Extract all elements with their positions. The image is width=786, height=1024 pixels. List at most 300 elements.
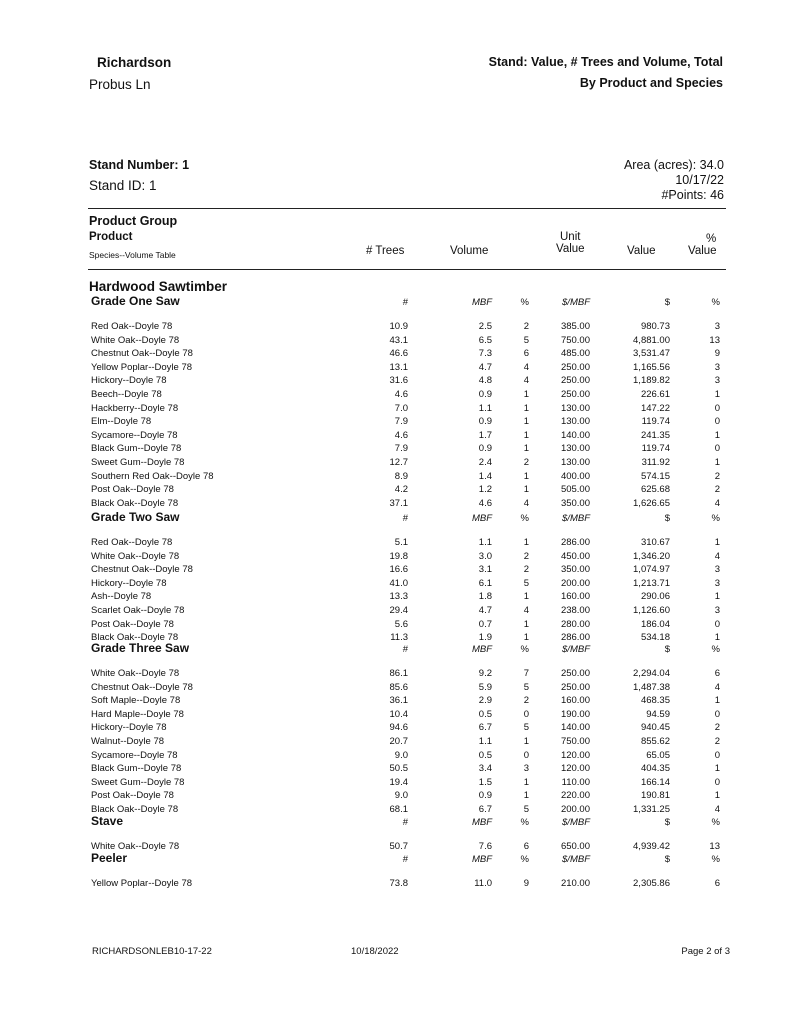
unit-label-trees: #	[402, 817, 408, 828]
trees-per-acre: 4.6	[394, 429, 408, 441]
unit-value: 350.00	[560, 497, 590, 509]
volume-percent: 1	[523, 776, 529, 788]
trees-per-acre: 19.8	[389, 550, 408, 562]
unit-value: 130.00	[560, 457, 590, 468]
table-row	[0, 375, 786, 387]
volume-percent: 6	[523, 841, 529, 852]
volume: 0.9	[478, 389, 492, 400]
unit-label-pct: %	[520, 817, 529, 828]
value-percent: 0	[714, 416, 720, 428]
value: 2,305.86	[633, 878, 670, 889]
volume-percent: 6	[523, 348, 529, 360]
unit-label-value: $	[664, 513, 670, 524]
value: 1,626.65	[633, 497, 670, 509]
species-name: Yellow Poplar--Doyle 78	[91, 878, 193, 889]
species-name: White Oak--Doyle 78	[91, 550, 180, 562]
trees-per-acre: 31.6	[389, 375, 408, 387]
trees-per-acre: 50.5	[389, 763, 408, 775]
volume: 1.7	[478, 429, 492, 441]
value-percent: 9	[714, 348, 720, 360]
stand-points: #Points: 46	[661, 188, 724, 202]
value-percent: 1	[714, 591, 720, 603]
species-name: Black Oak--Doyle 78	[91, 497, 179, 509]
species-name: White Oak--Doyle 78	[91, 668, 180, 679]
unit-value: 250.00	[560, 375, 590, 387]
unit-label-pct-value: %	[711, 297, 720, 308]
stand-number-label: Stand Number:	[89, 158, 179, 172]
species-name: Southern Red Oak--Doyle 78	[91, 470, 214, 482]
unit-label-pct-value: %	[711, 644, 720, 655]
species-name: Yellow Poplar--Doyle 78	[91, 361, 193, 373]
unit-value: 250.00	[560, 681, 590, 693]
trees-per-acre: 68.1	[389, 804, 408, 815]
col-product: Product	[89, 231, 133, 243]
unit-value: 120.00	[560, 749, 590, 761]
volume: 6.1	[478, 577, 492, 589]
volume-percent: 1	[523, 618, 529, 630]
volume: 1.2	[478, 484, 492, 496]
species-name: Sycamore--Doyle 78	[91, 429, 178, 441]
report-title: Stand: Value, # Trees and Volume, Total	[488, 55, 723, 69]
unit-value: 385.00	[560, 321, 590, 332]
unit-label-unit-value: $/MBF	[562, 644, 590, 655]
product-subheader	[0, 510, 786, 529]
unit-label-unit-value: $/MBF	[562, 817, 590, 828]
species-name: Post Oak--Doyle 78	[91, 484, 174, 496]
value-percent: 1	[714, 763, 720, 775]
footer-print-date: 10/18/2022	[351, 946, 399, 957]
product-name: Stave	[91, 814, 124, 828]
volume-percent: 5	[523, 577, 529, 589]
volume-percent: 7	[523, 668, 529, 679]
product-name: Grade One Saw	[91, 294, 180, 308]
unit-value: 286.00	[560, 537, 590, 548]
table-row	[0, 763, 786, 775]
stand-area: Area (acres): 34.0	[623, 158, 724, 172]
volume-percent: 1	[523, 484, 529, 496]
volume-percent: 1	[523, 537, 529, 548]
value: 186.04	[640, 618, 670, 630]
table-row	[0, 457, 786, 469]
species-name: Elm--Doyle 78	[91, 416, 152, 428]
value: 534.18	[640, 632, 670, 644]
value-percent: 3	[714, 564, 720, 576]
volume: 0.5	[478, 708, 492, 720]
unit-value: 220.00	[560, 790, 590, 802]
species-name: White Oak--Doyle 78	[91, 334, 180, 346]
stand-id-label: Stand ID:	[89, 178, 146, 193]
trees-per-acre: 13.3	[389, 591, 408, 603]
value-percent: 3	[714, 375, 720, 387]
volume: 11.0	[474, 878, 492, 889]
trees-per-acre: 36.1	[389, 695, 408, 707]
species-name: Hickory--Doyle 78	[91, 375, 167, 387]
unit-label-trees: #	[402, 644, 408, 655]
unit-label-pct: %	[520, 297, 529, 308]
table-row	[0, 790, 786, 802]
table-row	[0, 403, 786, 415]
volume: 2.4	[478, 457, 492, 468]
value-percent: 0	[714, 443, 720, 455]
volume: 4.8	[478, 375, 492, 387]
volume-percent: 4	[523, 605, 529, 616]
volume: 6.5	[478, 334, 492, 346]
volume-percent: 5	[523, 804, 529, 815]
volume: 3.4	[478, 763, 492, 775]
value-percent: 1	[714, 695, 720, 707]
volume: 6.7	[478, 804, 492, 815]
unit-label-unit-value: $/MBF	[562, 513, 590, 524]
trees-per-acre: 11.3	[390, 632, 408, 644]
species-name: Ash--Doyle 78	[91, 591, 152, 603]
species-name: Hard Maple--Doyle 78	[91, 708, 184, 720]
unit-label-pct-value: %	[711, 854, 720, 865]
volume: 0.9	[478, 416, 492, 428]
product-subheader	[0, 851, 786, 870]
col-pct-value-line1: %	[706, 233, 717, 245]
value: 1,487.38	[633, 681, 670, 693]
value-percent: 1	[714, 632, 720, 644]
trees-per-acre: 5.6	[394, 618, 408, 630]
unit-value: 210.00	[560, 878, 590, 889]
value: 1,165.56	[633, 361, 670, 373]
unit-value: 485.00	[560, 348, 590, 360]
unit-value: 130.00	[560, 402, 590, 414]
value-percent: 4	[714, 681, 720, 693]
volume-percent: 2	[523, 457, 529, 468]
volume-percent: 4	[523, 497, 529, 509]
value: 119.74	[641, 416, 670, 428]
volume: 0.9	[478, 443, 492, 455]
table-row	[0, 578, 786, 590]
value-percent: 2	[714, 736, 720, 747]
species-name: White Oak--Doyle 78	[91, 841, 180, 852]
trees-per-acre: 41.0	[389, 577, 408, 589]
volume-percent: 4	[523, 361, 529, 373]
table-row	[0, 362, 786, 374]
unit-label-pct: %	[520, 513, 529, 524]
unit-label-trees: #	[402, 513, 408, 524]
value-percent: 4	[714, 804, 720, 815]
owner-address: Probus Ln	[89, 77, 151, 92]
volume: 1.1	[478, 736, 492, 747]
volume: 1.9	[478, 632, 492, 644]
species-name: Hickory--Doyle 78	[91, 577, 167, 589]
value-percent: 0	[714, 708, 720, 720]
unit-value: 200.00	[560, 577, 590, 589]
unit-label-value: $	[664, 644, 670, 655]
table-row	[0, 722, 786, 734]
product-name: Peeler	[91, 851, 128, 865]
stand-number-value: 1	[182, 158, 190, 172]
unit-label-pct: %	[520, 644, 529, 655]
col-unit-value-line1: Unit	[560, 231, 581, 243]
value: 625.68	[640, 484, 670, 496]
unit-value: 280.00	[560, 618, 590, 630]
product-subheader	[0, 641, 786, 660]
trees-per-acre: 29.4	[389, 605, 408, 616]
value: 404.35	[640, 763, 670, 775]
table-row	[0, 695, 786, 707]
value: 190.81	[640, 790, 670, 802]
trees-per-acre: 10.4	[389, 708, 408, 720]
col-volume: Volume	[450, 245, 489, 257]
unit-value: 110.00	[561, 776, 590, 788]
unit-value: 450.00	[560, 550, 590, 562]
col-value: Value	[627, 245, 656, 257]
trees-per-acre: 43.1	[389, 334, 408, 346]
col-unit-value-line2: Value	[556, 243, 585, 255]
unit-value: 505.00	[560, 484, 590, 496]
value-percent: 0	[714, 776, 720, 788]
unit-value: 650.00	[560, 841, 590, 852]
species-name: Red Oak--Doyle 78	[91, 321, 173, 332]
volume-percent: 1	[523, 389, 529, 400]
unit-value: 400.00	[560, 470, 590, 482]
trees-per-acre: 86.1	[389, 668, 408, 679]
trees-per-acre: 16.6	[389, 564, 408, 576]
volume: 1.5	[478, 776, 492, 788]
value: 290.06	[640, 591, 670, 603]
table-row	[0, 484, 786, 496]
table-row	[0, 619, 786, 631]
table-row	[0, 682, 786, 694]
value: 94.59	[646, 708, 670, 720]
unit-value: 140.00	[560, 722, 590, 734]
value: 147.22	[640, 402, 670, 414]
table-row	[0, 668, 786, 680]
volume: 6.7	[478, 722, 492, 734]
value: 1,346.20	[633, 550, 670, 562]
volume: 1.8	[478, 591, 492, 603]
unit-label-value: $	[664, 817, 670, 828]
value: 1,189.82	[633, 375, 670, 387]
value-percent: 2	[714, 484, 720, 496]
species-name: Black Oak--Doyle 78	[91, 632, 179, 644]
unit-label-volume: MBF	[471, 297, 492, 308]
volume: 2.5	[478, 321, 492, 332]
volume-percent: 2	[523, 321, 529, 332]
unit-value: 250.00	[560, 668, 590, 679]
value-percent: 0	[714, 402, 720, 414]
value-percent: 2	[714, 722, 720, 734]
species-name: Sycamore--Doyle 78	[91, 749, 178, 761]
trees-per-acre: 94.6	[389, 722, 408, 734]
value-percent: 13	[709, 841, 720, 852]
value-percent: 2	[714, 470, 720, 482]
value-percent: 0	[714, 618, 720, 630]
volume-percent: 3	[523, 763, 529, 775]
trees-per-acre: 9.0	[394, 790, 408, 802]
volume-percent: 2	[523, 564, 529, 576]
volume: 1.1	[478, 402, 492, 414]
value: 1,074.97	[633, 564, 670, 576]
table-row	[0, 443, 786, 455]
table-row	[0, 750, 786, 762]
table-row	[0, 777, 786, 789]
col-trees: # Trees	[366, 245, 405, 257]
col-pct-value-line2: Value	[688, 245, 717, 257]
volume: 7.3	[478, 348, 492, 360]
value-percent: 6	[714, 878, 720, 889]
unit-label-volume: MBF	[471, 854, 492, 865]
volume: 4.7	[478, 605, 492, 616]
value-percent: 4	[714, 497, 720, 509]
value-percent: 0	[714, 749, 720, 761]
value-percent: 3	[714, 577, 720, 589]
volume: 0.9	[478, 790, 492, 802]
species-name: Sweet Gum--Doyle 78	[91, 457, 185, 468]
volume: 2.9	[478, 695, 492, 707]
value-percent: 4	[714, 550, 720, 562]
trees-per-acre: 46.6	[389, 348, 408, 360]
product-subheader	[0, 814, 786, 833]
value: 310.67	[640, 537, 670, 548]
value-percent: 3	[714, 321, 720, 332]
unit-value: 250.00	[560, 361, 590, 373]
value-percent: 1	[714, 790, 720, 802]
volume-percent: 5	[523, 334, 529, 346]
col-species-table: Species--Volume Table	[89, 250, 176, 260]
value: 65.05	[646, 749, 670, 761]
unit-value: 130.00	[560, 443, 590, 455]
trees-per-acre: 37.1	[389, 497, 408, 509]
species-name: Chestnut Oak--Doyle 78	[91, 348, 193, 360]
unit-label-pct-value: %	[711, 513, 720, 524]
species-name: Hickory--Doyle 78	[91, 722, 167, 734]
value: 166.14	[640, 776, 670, 788]
unit-value: 160.00	[560, 695, 590, 707]
value: 574.15	[640, 470, 670, 482]
table-row	[0, 591, 786, 603]
value: 2,294.04	[633, 668, 670, 679]
table-row	[0, 878, 786, 890]
value: 226.61	[640, 389, 670, 400]
trees-per-acre: 5.1	[394, 537, 408, 548]
trees-per-acre: 73.8	[389, 878, 408, 889]
value: 3,531.47	[633, 348, 670, 360]
value-percent: 3	[714, 605, 720, 616]
unit-value: 350.00	[560, 564, 590, 576]
trees-per-acre: 85.6	[389, 681, 408, 693]
value: 940.45	[640, 722, 670, 734]
trees-per-acre: 50.7	[389, 841, 408, 852]
species-name: Black Gum--Doyle 78	[91, 763, 182, 775]
value: 980.73	[640, 321, 670, 332]
trees-per-acre: 20.7	[389, 736, 408, 747]
volume-percent: 1	[523, 402, 529, 414]
value: 4,939.42	[633, 841, 670, 852]
unit-label-value: $	[664, 854, 670, 865]
volume-percent: 2	[523, 695, 529, 707]
value-percent: 3	[714, 361, 720, 373]
table-row	[0, 498, 786, 510]
col-product-group: Product Group	[89, 214, 178, 228]
value: 855.62	[640, 736, 670, 747]
unit-value: 190.00	[560, 708, 590, 720]
unit-label-unit-value: $/MBF	[562, 297, 590, 308]
species-name: Black Gum--Doyle 78	[91, 443, 182, 455]
unit-value: 160.00	[560, 591, 590, 603]
table-row	[0, 430, 786, 442]
table-row	[0, 551, 786, 563]
volume: 1.1	[478, 537, 492, 548]
volume-percent: 1	[523, 591, 529, 603]
trees-per-acre: 7.9	[394, 416, 408, 428]
unit-label-unit-value: $/MBF	[562, 854, 590, 865]
volume: 0.7	[478, 618, 492, 630]
volume-percent: 5	[523, 681, 529, 693]
product-subheader	[0, 294, 786, 313]
volume-percent: 1	[523, 736, 529, 747]
trees-per-acre: 4.6	[394, 389, 408, 400]
unit-value: 130.00	[560, 416, 590, 428]
volume-percent: 0	[523, 749, 529, 761]
unit-value: 120.00	[560, 763, 590, 775]
volume: 3.1	[478, 564, 492, 576]
trees-per-acre: 12.7	[389, 457, 408, 468]
species-name: Post Oak--Doyle 78	[91, 790, 174, 802]
species-name: Beech--Doyle 78	[91, 389, 162, 400]
volume: 4.6	[478, 497, 492, 509]
product-group-name: Hardwood Sawtimber	[89, 279, 228, 294]
volume: 1.4	[478, 470, 492, 482]
table-row	[0, 335, 786, 347]
table-row	[0, 605, 786, 617]
footer-file-name: RICHARDSONLEB10-17-22	[92, 946, 212, 957]
table-row	[0, 537, 786, 549]
stand-date: 10/17/22	[675, 173, 724, 187]
volume-percent: 1	[523, 790, 529, 802]
volume-percent: 1	[523, 416, 529, 428]
trees-per-acre: 10.9	[389, 321, 408, 332]
table-row	[0, 564, 786, 576]
table-row	[0, 321, 786, 333]
unit-label-volume: MBF	[471, 513, 492, 524]
volume: 3.0	[478, 550, 492, 562]
volume-percent: 5	[523, 722, 529, 734]
owner-name: Richardson	[97, 55, 172, 70]
trees-per-acre: 7.0	[394, 402, 408, 414]
value: 1,213.71	[633, 577, 670, 589]
species-name: Walnut--Doyle 78	[91, 736, 165, 747]
trees-per-acre: 8.9	[394, 470, 408, 482]
species-name: Scarlet Oak--Doyle 78	[91, 605, 185, 616]
species-name: Sweet Gum--Doyle 78	[91, 776, 185, 788]
table-row	[0, 348, 786, 360]
unit-value: 238.00	[560, 605, 590, 616]
species-name: Hackberry--Doyle 78	[91, 402, 179, 414]
unit-label-pct-value: %	[711, 817, 720, 828]
table-row	[0, 709, 786, 721]
product-name: Grade Two Saw	[91, 510, 180, 524]
report-subtitle: By Product and Species	[579, 76, 723, 90]
value: 1,331.25	[633, 804, 670, 815]
volume-percent: 1	[523, 443, 529, 455]
value-percent: 6	[714, 668, 720, 679]
value-percent: 13	[709, 334, 720, 346]
unit-label-trees: #	[402, 297, 408, 308]
unit-value: 750.00	[560, 334, 590, 346]
volume-percent: 2	[523, 550, 529, 562]
volume: 7.6	[478, 841, 492, 852]
volume: 9.2	[478, 668, 492, 679]
volume-percent: 0	[523, 708, 529, 720]
trees-per-acre: 7.9	[394, 443, 408, 455]
value: 311.92	[641, 457, 670, 468]
volume-percent: 1	[523, 429, 529, 441]
table-row	[0, 416, 786, 428]
